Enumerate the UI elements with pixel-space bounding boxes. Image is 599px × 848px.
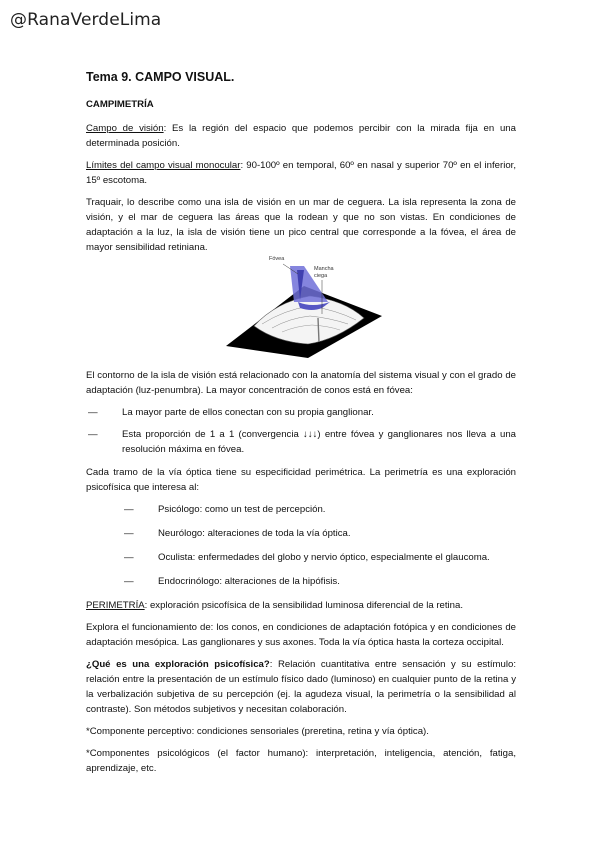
list-item: — Esta proporción de 1 a 1 (convergencia ↓↓↓) entre fóvea y ganglionares nos lleva a una resolución máxima en fóvea. xyxy=(86,427,516,457)
section-heading: CAMPIMETRÍA xyxy=(86,99,154,110)
list-item: — Psicólogo: como un test de percepción. xyxy=(86,502,516,517)
list-item: — Neurólogo: alteraciones de toda la vía óptica. xyxy=(86,526,516,541)
definition: : exploración psicofísica de la sensibilidad luminosa diferencial de la retina. xyxy=(144,600,464,611)
term: Campo de visión xyxy=(86,123,164,134)
page-title: Tema 9. CAMPO VISUAL. xyxy=(86,70,235,84)
term: ¿Qué es una exploración psicofísica? xyxy=(86,659,270,670)
term: Límites del campo visual monocular xyxy=(86,160,241,171)
paragraph-tramo: Cada tramo de la vía óptica tiene su especificidad perimétrica. La perimetría es una exploración psicofísica que interesa al: xyxy=(86,467,516,493)
paragraph-contorno: El contorno de la isla de visión está relacionado con la anatomía del sistema visual y con el grado de adaptación (luz-penumbra). La mayor concentración de conos está en fóvea: xyxy=(86,370,516,396)
definition: : Relación cuantitativa entre sensación y su estímulo: relación entre la presentación de un estímulo físico dado (luminoso) en cualquier punto de la retina y la verbalización subjetiva de su percepción (ej. la agudeza visual, la perimetría o la sensibilidad al contraste). Son métodos subjetivos y necesitan colaboración. xyxy=(86,659,516,715)
watermark: @RanaVerdeLima xyxy=(10,10,162,30)
document-page xyxy=(86,70,516,783)
cones-list xyxy=(86,405,516,457)
paragraph-traquair: Traquair, lo describe como una isla de visión en un mar de ceguera. La isla representa la zona de visión, y el mar de ceguera las áreas que la rodean y que no son vistas. En condiciones de adaptación a la luz, la isla de visión tiene un pico central que corresponde a la fóvea, el área de mayor sensibilidad retiniana. xyxy=(86,197,516,253)
paragraph-psicofisica xyxy=(86,657,516,717)
paragraph-componentes-psicologicos: *Componentes psicológicos (el factor humano): interpretación, inteligencia, atención, fatiga, aprendizaje, etc. xyxy=(86,748,516,774)
definition: : 90-100º en temporal, 60º en nasal y superior 70º en el inferior, 15º escotoma. xyxy=(86,160,516,186)
list-item: — La mayor parte de ellos conectan con su propia ganglionar. xyxy=(86,405,516,420)
list-item: — Oculista: enfermedades del globo y nervio óptico, especialmente el glaucoma. xyxy=(86,550,516,565)
island-of-vision-figure xyxy=(86,256,516,358)
specialists-list xyxy=(86,502,516,589)
figure-label-blind-spot: Mancha ciega xyxy=(314,266,334,279)
definition: : Es la región del espacio que podemos percibir con la mirada fija en una determinada posición. xyxy=(86,123,516,149)
island-of-vision-illustration xyxy=(86,262,516,358)
paragraph-explora: Explora el funcionamiento de: los conos, en condiciones de adaptación fotópica y en condiciones de adaptación mesópica. Las ganglionares y sus axones. Toda la vía óptica hasta la corteza occipital. xyxy=(86,622,516,648)
list-item: — Endocrinólogo: alteraciones de la hipófisis. xyxy=(86,574,516,589)
paragraph-campo-vision xyxy=(86,121,516,151)
term: PERIMETRÍA xyxy=(86,600,145,611)
paragraph-componente-perceptivo: *Componente perceptivo: condiciones sensoriales (preretina, retina y vía óptica). xyxy=(86,726,429,737)
figure-label-fovea: Fóvea xyxy=(269,256,285,262)
paragraph-limites xyxy=(86,158,516,188)
paragraph-perimetria xyxy=(86,598,516,613)
